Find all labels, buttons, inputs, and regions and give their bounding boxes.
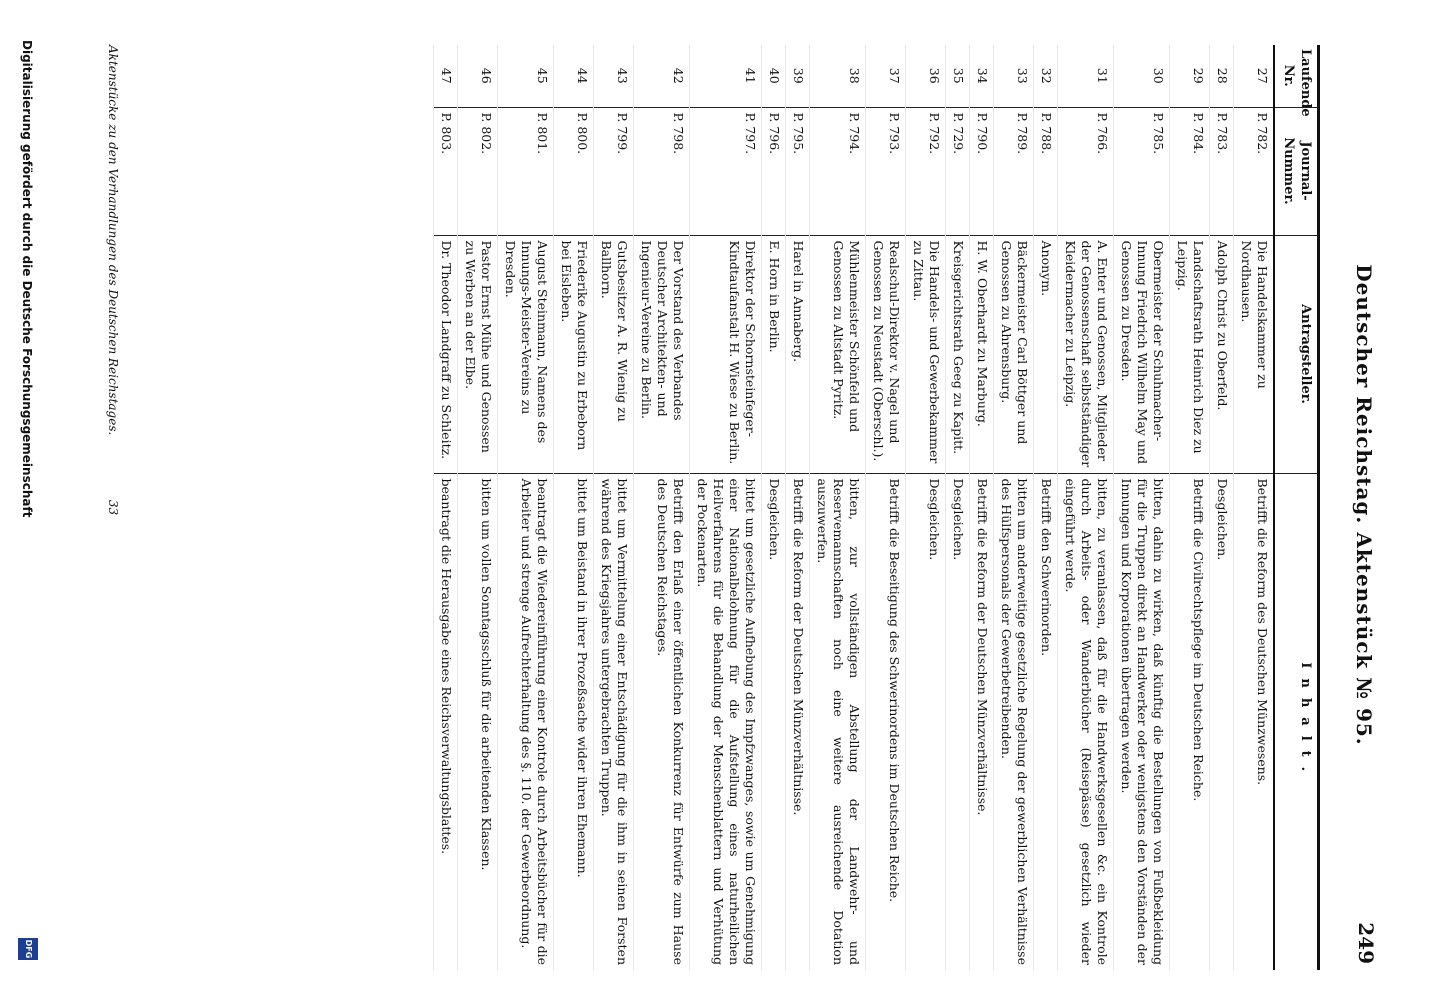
table-row: [905, 45, 945, 970]
cell-inhalt: Desgleichen.: [1209, 473, 1233, 970]
cell-journal-nummer: P. 782.: [1233, 107, 1274, 235]
page-footer: [80, 45, 120, 970]
column-header-journal: Journal-Nummer.: [1274, 107, 1319, 235]
cell-antragsteller: Der Vorstand des Verbandes Deutscher Architekten- und Ingenieur-Vereine zu Berlin.: [633, 235, 689, 473]
cell-inhalt: Betrifft die Beseitigung des Schwerinordens im Deutschen Reiche.: [865, 473, 905, 970]
cell-laufende-nr: 46: [457, 45, 497, 107]
cell-antragsteller: Obermeister der Schuhmacher-Innung Friedrich Wilhelm May und Genossen zu Dresden.: [1113, 235, 1169, 473]
document-title: Deutscher Reichstag. Aktenstück № 95.: [1352, 264, 1376, 746]
cell-journal-nummer: P. 729.: [945, 107, 969, 235]
cell-antragsteller: Anonym.: [1033, 235, 1057, 473]
footer-page-number: 33: [106, 499, 120, 516]
cell-inhalt: beantragt die Herausgabe eines Reichsverwaltungsblattes.: [433, 473, 457, 970]
cell-laufende-nr: 31: [1057, 45, 1113, 107]
cell-inhalt: Betrifft die Reform der Deutschen Münzverhältnisse.: [969, 473, 993, 970]
cell-inhalt: Betrifft den Schwerinorden.: [1033, 473, 1057, 970]
table-row: [457, 45, 497, 970]
cell-laufende-nr: 30: [1113, 45, 1169, 107]
cell-laufende-nr: 43: [593, 45, 633, 107]
cell-laufende-nr: 40: [761, 45, 785, 107]
cell-antragsteller: Landschaftsrath Heinrich Diez zu Leipzig.: [1169, 235, 1209, 473]
cell-inhalt: Betrifft die Reform der Deutschen Münzverhältnisse.: [785, 473, 809, 970]
cell-inhalt: Desgleichen.: [945, 473, 969, 970]
cell-inhalt: bittet um Beistand in ihrer Prozeßsache wider ihren Ehemann.: [553, 473, 593, 970]
cell-journal-nummer: P. 800.: [553, 107, 593, 235]
footer-label: Aktenstücke zu den Verhandlungen des Deutschen Reichstages.: [106, 45, 120, 436]
cell-antragsteller: E. Horn in Berlin.: [761, 235, 785, 473]
cell-journal-nummer: P. 783.: [1209, 107, 1233, 235]
table-row: [689, 45, 761, 970]
cell-antragsteller: Die Handels- und Gewerbekammer zu Zittau.: [905, 235, 945, 473]
digitization-credit: [8, 40, 44, 960]
cell-inhalt: Betrifft die Reform des Deutschen Münzwesens.: [1233, 473, 1274, 970]
cell-inhalt: Betrifft die Civilrechtspflege im Deutschen Reiche.: [1169, 473, 1209, 970]
cell-antragsteller: Die Handelskammer zu Nordhausen.: [1233, 235, 1274, 473]
table-row: [1057, 45, 1113, 970]
cell-journal-nummer: P. 796.: [761, 107, 785, 235]
cell-antragsteller: Bäckermeister Carl Böttger und Genossen zu Ahrensburg.: [993, 235, 1033, 473]
cell-laufende-nr: 37: [865, 45, 905, 107]
cell-laufende-nr: 41: [689, 45, 761, 107]
cell-laufende-nr: 42: [633, 45, 689, 107]
cell-journal-nummer: P. 795.: [785, 107, 809, 235]
cell-journal-nummer: P. 794.: [809, 107, 865, 235]
cell-inhalt: bitten um vollen Sonntagsschluß für die arbeitenden Klassen.: [457, 473, 497, 970]
table-row: [945, 45, 969, 970]
table-row: [865, 45, 905, 970]
table-body: [433, 45, 1274, 970]
cell-antragsteller: Realschul-Direktor v. Nagel und Genossen zu Neustadt (Oberschl.).: [865, 235, 905, 473]
cell-antragsteller: Friederike Augustin zu Erbeborn bei Eisleben.: [553, 235, 593, 473]
table-row: [1033, 45, 1057, 970]
cell-laufende-nr: 44: [553, 45, 593, 107]
cell-journal-nummer: P. 798.: [633, 107, 689, 235]
cell-journal-nummer: P. 766.: [1057, 107, 1113, 235]
cell-journal-nummer: P. 797.: [689, 107, 761, 235]
cell-laufende-nr: 32: [1033, 45, 1057, 107]
petitions-table: [433, 45, 1320, 970]
column-header-antragsteller: Antragsteller.: [1274, 235, 1319, 473]
cell-laufende-nr: 29: [1169, 45, 1209, 107]
cell-antragsteller: Adolph Christ zu Oberfeld.: [1209, 235, 1233, 473]
cell-laufende-nr: 35: [945, 45, 969, 107]
column-header-nr: Laufende Nr.: [1274, 45, 1319, 107]
cell-inhalt: bittet um Vermittelung einer Entschädigung für die ihm in seinen Forsten während des Kriegsjahres untergebrachten Truppen.: [593, 473, 633, 970]
cell-laufende-nr: 28: [1209, 45, 1233, 107]
cell-inhalt: bitten, zu veranlassen, daß für die Handwerksgesellen &c. ein Kontrole durch Arbeits- oder Wanderbücher (Reisepässe) gesetzlich wieder eingeführt werde.: [1057, 473, 1113, 970]
table-row: [1113, 45, 1169, 970]
cell-inhalt: bitten um anderweitige gesetzliche Regelung der gewerblichen Verhältnisse des Hülfspersonals der Gewerbetreibenden.: [993, 473, 1033, 970]
page-number: 249: [1354, 922, 1378, 964]
cell-inhalt: bittet um gesetzliche Aufhebung des Impfzwanges, sowie um Genehmigung einer Nationalbelohnung für die Aufstellung eines naturheilichen Heilverfahrens für die Behandlung der Menschenblattern und Verhütung der Pockenarten.: [689, 473, 761, 970]
cell-journal-nummer: P. 793.: [865, 107, 905, 235]
table-row: [433, 45, 457, 970]
column-header-inhalt: Inhalt.: [1274, 473, 1319, 970]
cell-laufende-nr: 39: [785, 45, 809, 107]
page-header: [1342, 40, 1382, 970]
cell-journal-nummer: P. 784.: [1169, 107, 1209, 235]
cell-journal-nummer: P. 802.: [457, 107, 497, 235]
cell-antragsteller: Mühlenmeister Schönfeld und Genossen zu Altstadt Pyritz.: [809, 235, 865, 473]
cell-antragsteller: Harel in Annaberg.: [785, 235, 809, 473]
cell-inhalt: Desgleichen.: [905, 473, 945, 970]
table-row: [809, 45, 865, 970]
cell-laufende-nr: 36: [905, 45, 945, 107]
cell-journal-nummer: P. 788.: [1033, 107, 1057, 235]
cell-journal-nummer: P. 789.: [993, 107, 1033, 235]
table-row: [993, 45, 1033, 970]
cell-inhalt: bitten, zur vollständigen Abstellung der Landwehr- und Reservemannschaften noch eine weitere ausreichende Dotation auszuwerfen.: [809, 473, 865, 970]
cell-inhalt: Desgleichen.: [761, 473, 785, 970]
table-header-row: [1274, 45, 1319, 970]
table-row: [593, 45, 633, 970]
table-row: [969, 45, 993, 970]
cell-journal-nummer: P. 799.: [593, 107, 633, 235]
cell-antragsteller: Kreisgerichtsrath Geeg zu Kapitt.: [945, 235, 969, 473]
table-row: [633, 45, 689, 970]
cell-journal-nummer: P. 790.: [969, 107, 993, 235]
cell-journal-nummer: P. 792.: [905, 107, 945, 235]
cell-laufende-nr: 45: [497, 45, 553, 107]
table-row: [785, 45, 809, 970]
table-row: [497, 45, 553, 970]
cell-laufende-nr: 38: [809, 45, 865, 107]
cell-antragsteller: Gutsbesitzer A. R. Wienig zu Ballhorn.: [593, 235, 633, 473]
table-row: [1209, 45, 1233, 970]
cell-antragsteller: Direktor der Schornsteinfeger-Kindtaufanstalt H. Wiese zu Berlin.: [689, 235, 761, 473]
cell-antragsteller: A. Enter und Genossen, Mitglieder der Genossenschaft selbstständiger Kleidermacher zu Leipzig.: [1057, 235, 1113, 473]
cell-antragsteller: August Steinmann, Namens des Innungs-Meister-Vereins zu Dresden.: [497, 235, 553, 473]
cell-journal-nummer: P. 785.: [1113, 107, 1169, 235]
table-row: [1169, 45, 1209, 970]
cell-inhalt: beantragt die Wiedereinführung einer Kontrole durch Arbeitsbücher für die Arbeiter und strenge Aufrechterhaltung des §. 110. der Gewerbeordnung.: [497, 473, 553, 970]
cell-laufende-nr: 33: [993, 45, 1033, 107]
cell-journal-nummer: P. 803.: [433, 107, 457, 235]
cell-inhalt: bitten, dahin zu wirken, daß künftig die Bestellungen von Fußbekleidung für die Truppen direkt an Handwerker oder wenigstens den Vorständen der Innungen und Korporationen übertragen werden.: [1113, 473, 1169, 970]
table-row: [761, 45, 785, 970]
cell-laufende-nr: 27: [1233, 45, 1274, 107]
cell-laufende-nr: 34: [969, 45, 993, 107]
cell-antragsteller: Dr. Theodor Landgraff zu Schleitz.: [433, 235, 457, 473]
cell-journal-nummer: P. 801.: [497, 107, 553, 235]
credit-text: Digitalisierung gefördert durch die Deutsche Forschungsgemeinschaft: [20, 40, 34, 518]
cell-laufende-nr: 47: [433, 45, 457, 107]
cell-antragsteller: Pastor Ernst Mühe und Genossen zu Werben an der Elbe.: [457, 235, 497, 473]
table-row: [553, 45, 593, 970]
cell-antragsteller: H. W. Oberhardt zu Marburg.: [969, 235, 993, 473]
table-row: [1233, 45, 1274, 970]
cell-inhalt: Betrifft den Erlaß einer öffentlichen Konkurrenz für Entwürfe zum Hause des Deutschen Reichstages.: [633, 473, 689, 970]
dfg-logo-icon: DFG: [18, 938, 38, 960]
